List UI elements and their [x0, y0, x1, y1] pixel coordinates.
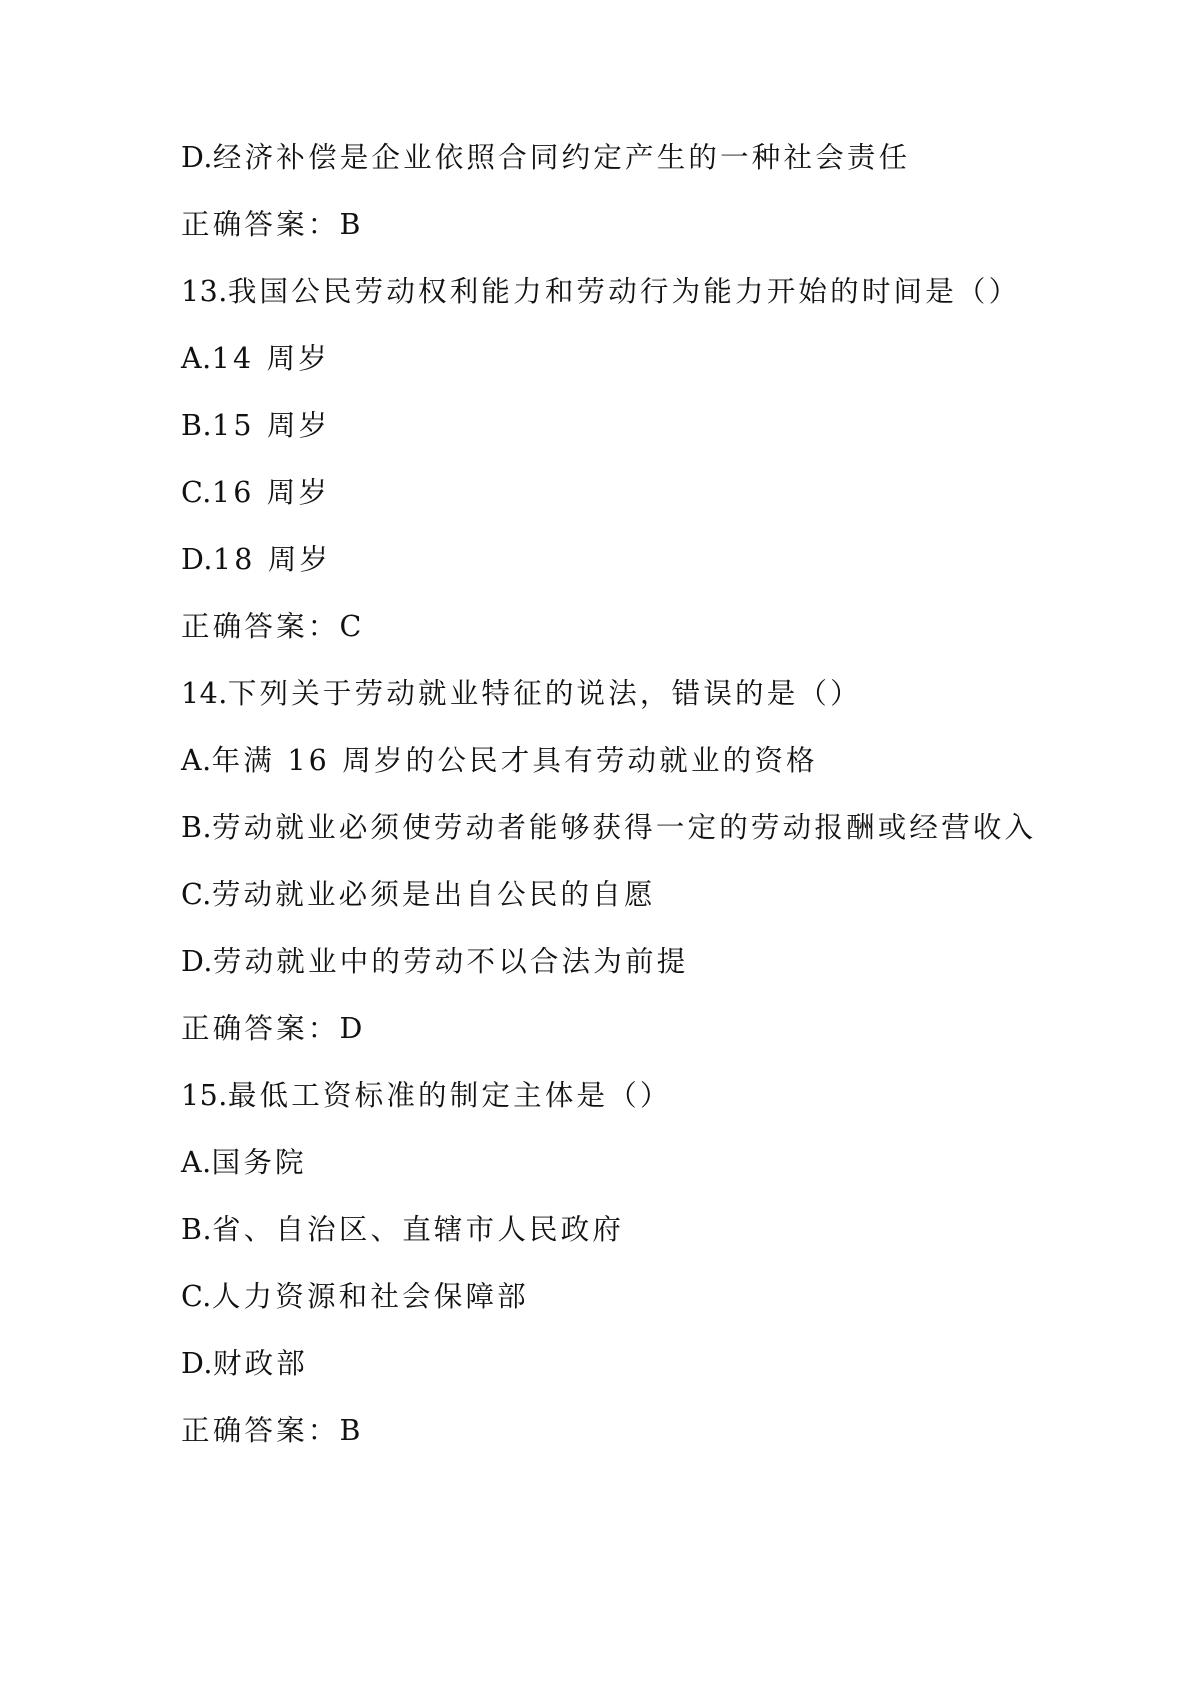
question-number: 14.	[181, 677, 228, 710]
answer-line	[181, 1411, 1081, 1478]
option-line	[181, 473, 1081, 540]
option-label: C.	[181, 1280, 212, 1313]
option-label: D.	[181, 141, 213, 174]
option-text: 15 周岁	[212, 409, 331, 442]
option-label: C.	[181, 878, 212, 911]
option-label: C.	[181, 476, 212, 509]
option-line	[181, 1277, 1081, 1344]
option-line	[181, 339, 1081, 406]
option-line	[181, 1210, 1081, 1277]
question-number: 13.	[181, 275, 228, 308]
option-label: A.	[181, 1146, 212, 1179]
option-label: D.	[181, 945, 213, 978]
answer-text: 正确答案：D	[181, 1012, 366, 1045]
question-line	[181, 1076, 1081, 1143]
option-line	[181, 942, 1081, 1009]
answer-line	[181, 205, 1081, 272]
option-line	[181, 406, 1081, 473]
option-label: D.	[181, 1347, 213, 1380]
option-label: B.	[181, 811, 213, 844]
question-text: 下列关于劳动就业特征的说法，错误的是（）	[227, 677, 862, 710]
option-text: 劳动就业中的劳动不以合法为前提	[212, 945, 689, 978]
option-line	[181, 741, 1081, 808]
option-label: D.	[181, 543, 213, 576]
option-label: B.	[181, 409, 213, 442]
option-line	[181, 875, 1081, 942]
answer-text: 正确答案：C	[181, 610, 365, 643]
question-text: 我国公民劳动权利能力和劳动行为能力开始的时间是（）	[227, 275, 1021, 308]
answer-line	[181, 607, 1081, 674]
option-line	[181, 1143, 1081, 1210]
option-text: 财政部	[212, 1347, 309, 1380]
answer-line	[181, 1009, 1081, 1076]
option-text: 16 周岁	[211, 476, 331, 509]
option-text: 经济补偿是企业依照合同约定产生的一种社会责任	[212, 141, 911, 174]
question-line	[181, 674, 1081, 741]
option-text: 国务院	[211, 1146, 307, 1179]
answer-text: 正确答案：B	[181, 1414, 364, 1447]
option-label: A.	[181, 744, 212, 777]
option-line	[181, 1344, 1081, 1411]
answer-text: 正确答案：B	[181, 208, 364, 241]
question-line	[181, 272, 1081, 339]
question-text: 最低工资标准的制定主体是（）	[227, 1079, 672, 1112]
option-text: 18 周岁	[212, 543, 332, 576]
option-line	[181, 808, 1081, 875]
page-content	[181, 138, 1081, 1478]
option-label: A.	[181, 342, 212, 375]
question-number: 15.	[181, 1079, 228, 1112]
option-text: 劳动就业必须使劳动者能够获得一定的劳动报酬或经营收入	[212, 811, 1037, 844]
option-text: 年满 16 周岁的公民才具有劳动就业的资格	[211, 744, 818, 777]
option-text: 劳动就业必须是出自公民的自愿	[211, 878, 656, 911]
option-text: 省、自治区、直辖市人民政府	[212, 1213, 625, 1246]
option-line	[181, 138, 1081, 205]
option-text: 人力资源和社会保障部	[211, 1280, 529, 1313]
option-label: B.	[181, 1213, 213, 1246]
option-text: 14 周岁	[211, 342, 330, 375]
option-line	[181, 540, 1081, 607]
